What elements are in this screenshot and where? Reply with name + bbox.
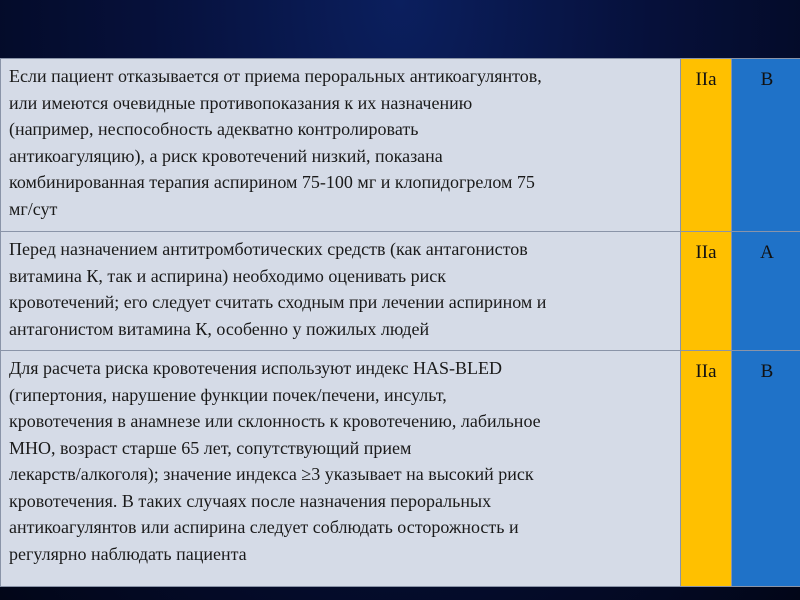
recommendation-text: Для расчета риска кровотечения используют индекс HAS-BLED (гипертония, нарушение функции почек/печени, инсульт, кровотечения в анамнезе или склонность к кровотечению, лабильное МНО, возраст старше 65 лет, сопутствующий прием лекарств/алкоголя); значение индекса ≥3 указывает на высокий риск кровотечения. В таких случаях после назначения пероральных антикоагулянтов или аспирина следует соблюдать осторожность и регулярно наблюдать пациента [9,358,541,564]
recommendation-class: IIa [695,361,717,382]
recommendation-class-cell [681,232,732,351]
evidence-level-cell [732,59,800,232]
evidence-level-cell [732,232,800,351]
recommendations-table [0,58,800,587]
recommendation-class-cell [681,351,732,587]
evidence-level: B [760,361,774,382]
recommendation-text: Если пациент отказывается от приема пероральных антикоагулянтов, или имеются очевидные противопоказания к их назначению (например, неспособность адекватно контролировать антикоагуляцию), а риск кровотечений низкий, показана комбинированная терапия аспирином 75-100 мг и клопидогрелом 75 мг/сут [9,66,542,219]
recommendation-text-cell [1,232,681,351]
recommendation-text-cell [1,351,681,587]
evidence-level-cell [732,351,800,587]
recommendation-text: Перед назначением антитромботических средств (как антагонистов витамина К, так и аспирина) необходимо оценивать риск кровотечений; его следует считать сходным при лечении аспирином и антагонистом витамина К, особенно у пожилых людей [9,239,547,339]
evidence-level: A [760,242,774,263]
recommendation-class-cell [681,59,732,232]
recommendation-class: IIa [695,69,717,90]
table-row [1,232,800,351]
recommendation-class: IIa [695,242,717,263]
table-row [1,59,800,232]
recommendation-text-cell [1,59,681,232]
evidence-level: B [760,69,774,90]
table-row [1,351,800,587]
